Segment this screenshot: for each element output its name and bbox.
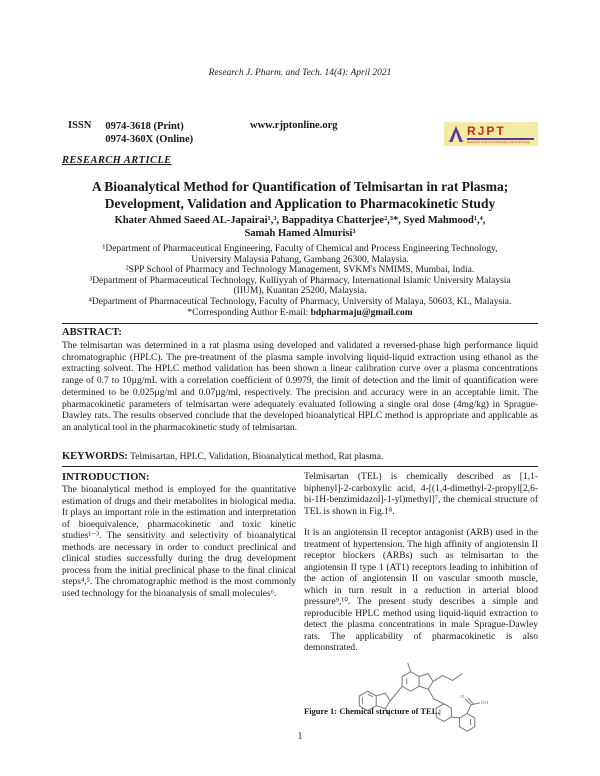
logo-subtext: Research Journal of Pharmacy and Technology <box>467 139 530 144</box>
introduction-heading: INTRODUCTION: <box>62 472 150 483</box>
affiliation-line: ²SPP School of Pharmacy and Technology Management, SVKM's NMIMS, Mumbai, India. <box>125 265 475 276</box>
page-number: 1 <box>297 731 303 742</box>
logo-triangle-icon <box>448 125 464 143</box>
left-column <box>62 472 296 600</box>
journal-website: www.rjptonline.org <box>250 120 338 131</box>
affiliation-line: ¹Department of Pharmaceutical Engineering, Faculty of Chemical and Process Engineering Technology, <box>102 244 498 254</box>
right-column <box>304 472 538 736</box>
oxygen-label: O <box>460 694 465 700</box>
keywords-line <box>62 451 538 462</box>
article-type-label: RESEARCH ARTICLE <box>62 155 172 166</box>
figure-caption: Figure 1: Chemical structure of TEL. <box>304 705 440 716</box>
logo-letters: RJPT <box>467 123 506 138</box>
masthead-row <box>62 118 538 154</box>
keywords-heading: KEYWORDS: <box>62 451 128 462</box>
affiliation-line: University Malaysia Pahang, Gambang 26300, Malaysia. <box>191 254 409 265</box>
issn-online: 0974-360X (Online) <box>105 134 194 145</box>
corresponding-author-line <box>28 308 572 319</box>
section-divider-top <box>62 323 538 324</box>
affiliation-line: (IIUM), Kuantan 25200, Malaysia. <box>233 286 367 297</box>
chemical-structure-drawing <box>350 658 520 736</box>
abstract-text: The telmisartan was determined in a rat plasma using developed and validated a reversed-phase high performance liquid chromatographic (HPLC). The pre-treatment of the plasma sample involving liquid-liquid extraction using ethanol as the extracting solvent. The HPLC method validation has been shown a linear calibration curve over a plasma concentrations range of 0.7 to 10µg/mL with a correlation coefficient of 0.9979, the limit of detection and the limit of quantification were determined to be 0.025µg/ml and 0.07µg/ml, respectively. The precision and accuracy were in an acceptable limit. The pharmacokinetic parameters of telmisartan were adequately evaluated following a single oral dose (4mg/kg) in Sprague-Dawley rats. The results observed conclude that the developed bioanalytical HPLC method is appropriate and applicable as an analytical tool in the pharmacokinetic study of telmisartan. <box>62 341 538 433</box>
article-title-line2: Development, Validation and Application to Pharmacokinetic Study <box>104 196 496 211</box>
logo-text-block <box>467 125 534 144</box>
article-title <box>40 178 560 212</box>
authors-line2: Samah Hamed Almurisi³ <box>244 227 356 239</box>
affiliations <box>28 244 572 318</box>
issn-numbers <box>105 120 193 146</box>
figure-chemical-structure <box>304 658 538 736</box>
hydroxyl-label: OH <box>480 700 489 706</box>
pharmacology-paragraph: It is an angiotensin II receptor antagonist (ARB) used in the treatment of hypertension. The high affinity of angiotensin II receptor blockers (ARBs) such as telmisartan to the angiotensin II type 1 (AT1) receptors leading to inhibition of the action of angiotensin II on vascular smooth muscle, which in turn result in a reduction in arterial blood pressure⁹,¹⁰. The present study describes a simple and reproducible HPLC method using liquid-liquid extraction to detect the plasma concentrations in male Sprague-Dawley rats. The applicability of pharmacokinetic is also demonstrated. <box>304 528 538 653</box>
issn-print: 0974-3618 (Print) <box>105 121 184 132</box>
affiliation-line: ⁴Department of Pharmaceutical Technology, Faculty of Pharmacy, University of Malaya, 50603, KL, Malaysia. <box>88 296 512 307</box>
journal-logo <box>444 122 538 146</box>
telmisartan-description-paragraph: Telmisartan (TEL) is chemically described as [1,1-biphenyl]-2-carboxylic acid, 4-[(1,4-dimethyl-2-propyl[2,6-bi-1H-benzimidazol]-1-yl)methyl]⁷, the chemical structure of TEL is shown in Fig.1⁸. <box>304 472 538 517</box>
affiliation-line: ³Department of Pharmaceutical Technology, Kulliyyah of Pharmacy, International Islamic University Malaysia <box>89 275 511 286</box>
authors-line1: Khater Ahmed Saeed AL-Japairai¹,³, Bappaditya Chatterjee²,³*, Syed Mahmood¹,⁴, <box>114 215 486 226</box>
issn-block <box>68 120 193 146</box>
article-title-line1: A Bioanalytical Method for Quantification of Telmisartan in rat Plasma; <box>91 179 509 194</box>
corresponding-prefix: *Corresponding Author E-mail: <box>187 307 311 318</box>
abstract-heading: ABSTRACT: <box>62 327 122 338</box>
section-divider-keywords <box>62 466 538 467</box>
issn-label: ISSN <box>68 120 92 131</box>
introduction-paragraph: The bioanalytical method is employed for the quantitative estimation of drugs and their metabolites in biological media. It plays an important role in the estimation and interpretation of bioequivalence, pharmacokinetic and toxic kinetic studies¹⁻³. The sensitivity and selectivity of bioanalytical methods are necessary in order to conduct preclinical and clinical studies successfully during the drug development process from the initial preclinical phase to the final clinical steps⁴,⁵. The chromatographic method is the most commonly used technology for the bioanalysis of small molecules⁶. <box>62 485 296 599</box>
running-head: Research J. Pharm. and Tech. 14(4): April 2021 <box>208 68 392 78</box>
author-list <box>40 215 560 240</box>
keywords-text: Telmisartan, HPLC, Validation, Bioanalytical method, Rat plasma. <box>127 452 384 462</box>
corresponding-email: bdpharmaju@gmail.com <box>310 307 413 318</box>
